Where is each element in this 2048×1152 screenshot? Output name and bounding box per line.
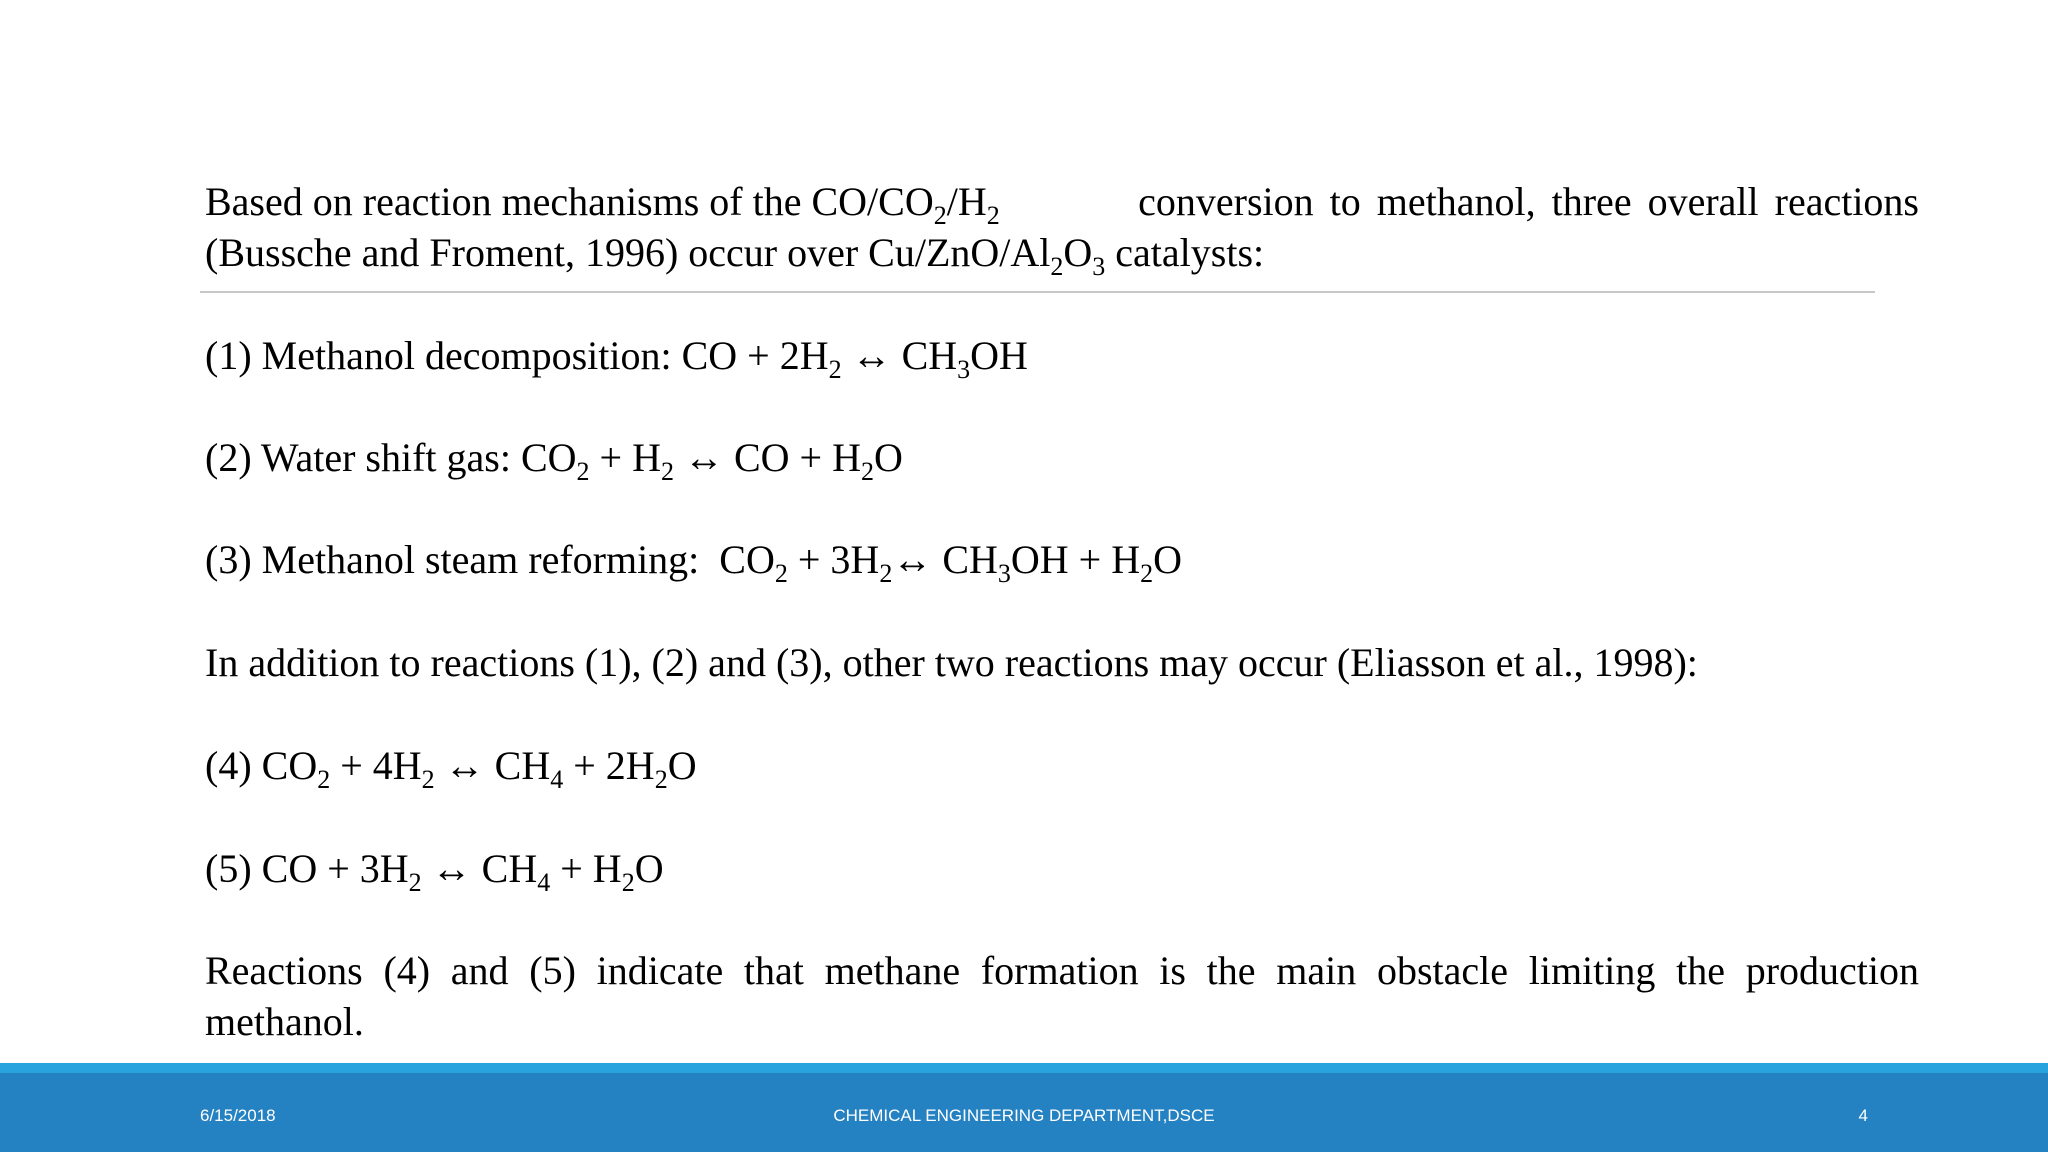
- equation-text: O: [634, 846, 664, 891]
- subscript: 2: [421, 765, 435, 794]
- subscript: 2: [879, 559, 893, 588]
- subscript: 3: [957, 355, 971, 384]
- footer-accent-stripe: [0, 1063, 2048, 1073]
- conclusion-text: Reactions (4) and (5) indicate that methane formation is the main obstacle limiting the production: [205, 948, 1919, 993]
- intro-text: (Bussche and Froment, 1996) occur over Cu/ZnO/Al: [205, 230, 1051, 275]
- equation-text: ↔ CH: [892, 537, 998, 582]
- equation-text: (1) Methanol decomposition: CO + 2H: [205, 333, 829, 378]
- subscript: 2: [828, 355, 842, 384]
- reaction-1: [205, 330, 1028, 384]
- equation-text: + H: [550, 846, 622, 891]
- subscript: 2: [933, 201, 947, 230]
- conclusion-paragraph: [205, 945, 1919, 1047]
- subscript: 2: [986, 201, 1000, 230]
- intro-text: O: [1063, 230, 1093, 275]
- subscript: 2: [660, 457, 674, 486]
- equation-text: + 3H: [787, 537, 880, 582]
- equation-text: (3) Methanol steam reforming: CO: [205, 537, 775, 582]
- intro-line-1: [205, 176, 1919, 230]
- conclusion-text: methanol.: [205, 999, 364, 1044]
- footer-department: CHEMICAL ENGINEERING DEPARTMENT,DSCE: [833, 1106, 1215, 1125]
- equation-text: + H: [589, 435, 661, 480]
- intro-text: catalysts:: [1105, 230, 1265, 275]
- subscript: 4: [550, 765, 564, 794]
- equation-text: ↔ CH: [841, 333, 958, 378]
- conclusion-line-2: [205, 996, 1919, 1047]
- divider-line: [200, 291, 1875, 293]
- footer-date: 6/15/2018: [200, 1106, 276, 1125]
- equation-text: O: [874, 435, 903, 480]
- subscript: 2: [861, 457, 874, 486]
- equation-text: + 2H: [563, 743, 655, 788]
- intro-text: conversion to methanol, three overall reactions: [1138, 179, 1919, 224]
- subscript: 3: [1092, 252, 1106, 281]
- reaction-5: [205, 843, 664, 897]
- subscript: 4: [537, 868, 551, 897]
- subscript: 2: [1050, 252, 1064, 281]
- subscript: 2: [317, 765, 331, 794]
- slide-number: 4: [1858, 1106, 1868, 1125]
- subscript: 2: [1140, 559, 1154, 588]
- subscript: 2: [576, 457, 590, 486]
- intro-paragraph: [205, 176, 1919, 281]
- equation-text: (2) Water shift gas: CO: [205, 435, 577, 480]
- subscript: 2: [654, 765, 668, 794]
- equation-text: OH: [970, 333, 1028, 378]
- conclusion-line-1: [205, 945, 1919, 996]
- equation-text: OH + H: [1010, 537, 1141, 582]
- equation-text: ↔ CH: [421, 846, 538, 891]
- intro-line-2: [205, 227, 1919, 281]
- equation-text: O: [667, 743, 697, 788]
- subscript: 3: [997, 559, 1011, 588]
- equation-text: (4) CO: [205, 743, 318, 788]
- reaction-4: [205, 740, 697, 794]
- intro-text: Based on reaction mechanisms of the CO/CO: [205, 179, 934, 224]
- addition-paragraph: [205, 637, 1698, 688]
- subscript: 2: [621, 868, 635, 897]
- reaction-3: [205, 534, 1183, 588]
- equation-text: (5) CO + 3H: [205, 846, 409, 891]
- equation-text: ↔ CO + H: [673, 435, 861, 480]
- addition-text: In addition to reactions (1), (2) and (3), other two reactions may occur (Eliasson et al., 1998):: [205, 640, 1698, 685]
- equation-text: ↔ CH: [434, 743, 551, 788]
- reaction-2: [205, 432, 903, 486]
- intro-text: /H: [946, 179, 987, 224]
- footer-bar: [0, 1073, 2048, 1152]
- equation-text: + 4H: [330, 743, 422, 788]
- equation-text: O: [1153, 537, 1183, 582]
- subscript: 2: [774, 559, 788, 588]
- subscript: 2: [408, 868, 422, 897]
